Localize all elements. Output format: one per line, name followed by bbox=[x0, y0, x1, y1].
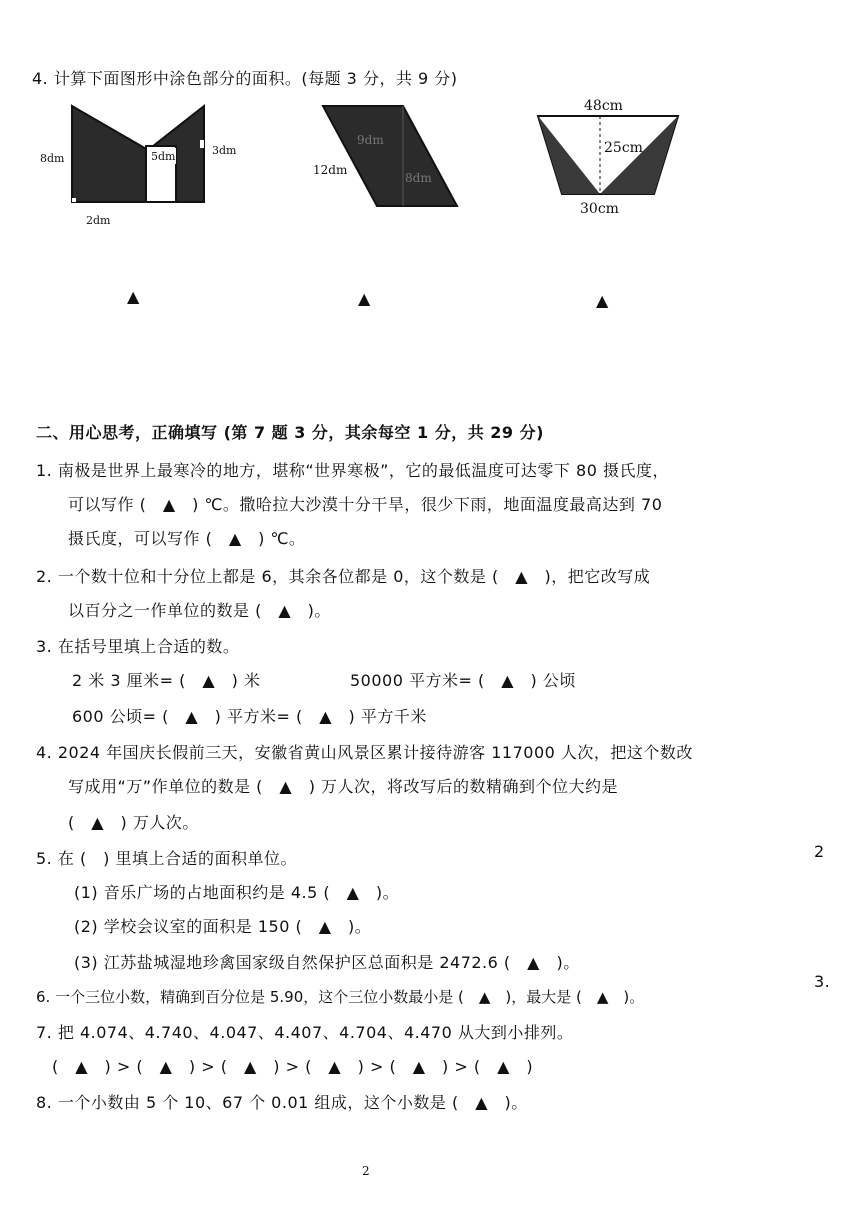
q2-line-2: 以百分之一作单位的数是 ( ▲ )。 bbox=[68, 601, 331, 620]
q6-line-1: 6. 一个三位小数，精确到百分位是 5.90，这个三位小数最小是 ( ▲ )，最大是 ( ▲ )。 bbox=[36, 988, 645, 1006]
q3-item-3: 600 公顷= ( ▲ ) 平方米= ( ▲ ) 平方千米 bbox=[72, 707, 427, 726]
margin-mark-2: 2 bbox=[814, 842, 825, 861]
q5-item-1: (1) 音乐广场的占地面积约是 4.5 ( ▲ )。 bbox=[74, 883, 400, 902]
fig1-label-center: 5dm bbox=[151, 150, 176, 163]
q7-line-1: 7. 把 4.074、4.740、4.047、4.407、4.704、4.470 从大到小排列。 bbox=[36, 1023, 574, 1042]
q1-line-2: 可以写作 ( ▲ ) ℃。撒哈拉大沙漠十分干旱，很少下雨，地面温度最高达到 70 bbox=[68, 495, 663, 514]
fig3-label-bottom: 30cm bbox=[580, 201, 619, 216]
q2-line-1: 2. 一个数十位和十分位上都是 6，其余各位都是 0，这个数是 ( ▲ )，把它改写成 bbox=[36, 567, 651, 586]
fig3-label-top: 48cm bbox=[584, 98, 623, 114]
q1-line-1: 1. 南极是世界上最寒冷的地方，堪称“世界寒极”，它的最低温度可达零下 80 摄氏度， bbox=[36, 461, 669, 480]
fig1-label-bottom: 2dm bbox=[86, 214, 111, 227]
fig1-answer-mark: ▲ bbox=[127, 287, 140, 306]
fig3-label-mid: 25cm bbox=[604, 140, 643, 156]
q3-item-1: 2 米 3 厘米= ( ▲ ) 米 bbox=[72, 671, 261, 690]
q4-line-3: ( ▲ ) 万人次。 bbox=[68, 813, 199, 832]
fig2-label-inner: 8dm bbox=[405, 171, 432, 185]
page-number: 2 bbox=[362, 1164, 370, 1178]
q3-line-1: 3. 在括号里填上合适的数。 bbox=[36, 637, 240, 656]
fig1-label-left: 8dm bbox=[40, 152, 65, 165]
q5-line-1: 5. 在 ( ) 里填上合适的面积单位。 bbox=[36, 849, 298, 868]
fig2-label-left: 12dm bbox=[313, 163, 348, 177]
figure-3-trapezoid bbox=[528, 88, 688, 216]
fig1-label-right: 3dm bbox=[212, 144, 237, 157]
q5-item-3: (3) 江苏盐城湿地珍禽国家级自然保护区总面积是 2472.6 ( ▲ )。 bbox=[74, 953, 580, 972]
fig2-label-top: 9dm bbox=[357, 133, 384, 147]
margin-mark-3: 3. bbox=[814, 972, 831, 991]
q3-item-2: 50000 平方米= ( ▲ ) 公顷 bbox=[350, 671, 576, 690]
q5-item-2: (2) 学校会议室的面积是 150 ( ▲ )。 bbox=[74, 917, 372, 936]
section-2-heading: 二、用心思考，正确填写 (第 7 题 3 分，其余每空 1 分，共 29 分) bbox=[36, 423, 544, 442]
q1-line-3: 摄氏度，可以写作 ( ▲ ) ℃。 bbox=[68, 529, 306, 548]
fig3-answer-mark: ▲ bbox=[596, 291, 609, 310]
fig2-answer-mark: ▲ bbox=[358, 289, 371, 308]
q8-line-1: 8. 一个小数由 5 个 10、67 个 0.01 组成，这个小数是 ( ▲ )。 bbox=[36, 1093, 528, 1112]
figure-2-parallelogram bbox=[305, 100, 475, 212]
figure-1-shape bbox=[38, 100, 238, 230]
question-4-heading: 4. 计算下面图形中涂色部分的面积。(每题 3 分，共 9 分) bbox=[32, 69, 458, 88]
q4-line-1: 4. 2024 年国庆长假前三天，安徽省黄山风景区累计接待游客 117000 人次，把这个数改 bbox=[36, 743, 693, 762]
q4-line-2: 写成用“万”作单位的数是 ( ▲ ) 万人次，将改写后的数精确到个位大约是 bbox=[68, 777, 619, 796]
q7-order-line: ( ▲ ) > ( ▲ ) > ( ▲ ) > ( ▲ ) > ( ▲ ) > ( ▲ ) bbox=[52, 1057, 534, 1076]
